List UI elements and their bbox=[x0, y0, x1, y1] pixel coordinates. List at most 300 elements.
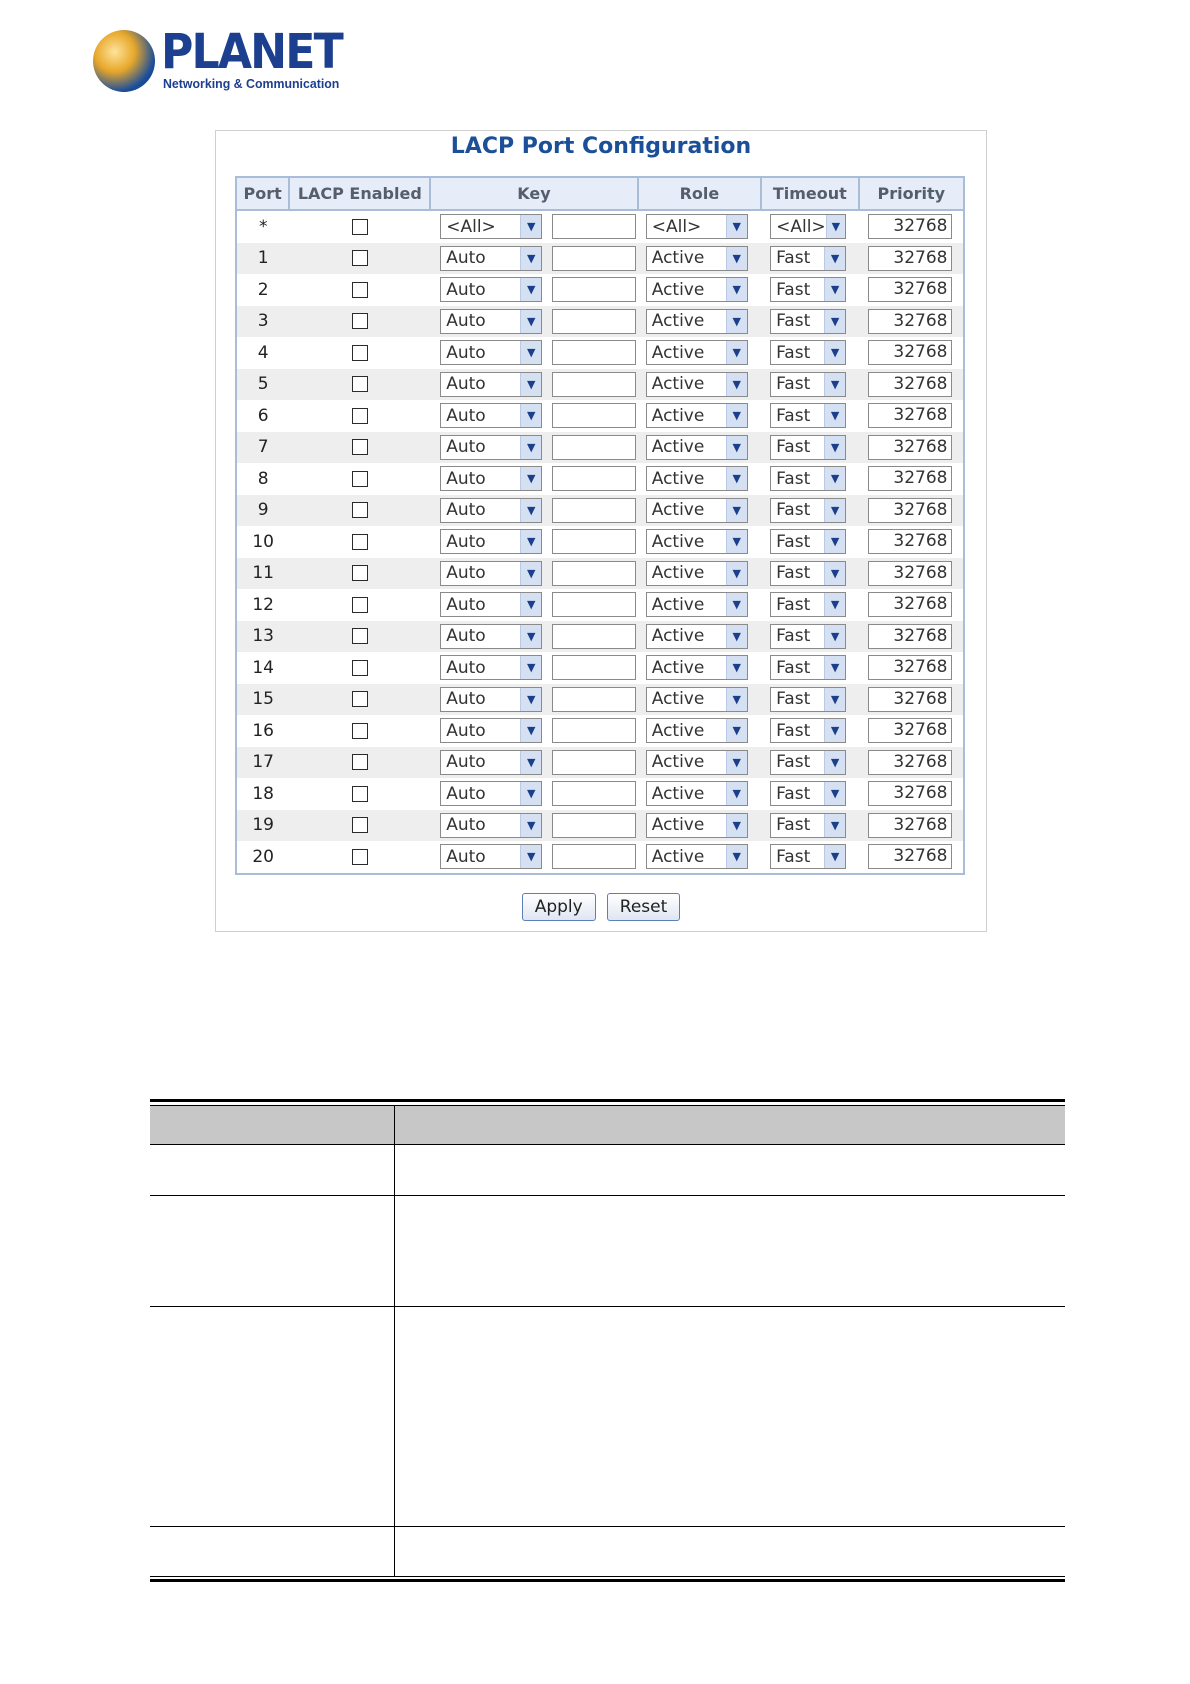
lacp-enabled-checkbox[interactable] bbox=[352, 502, 368, 518]
timeout-select[interactable] bbox=[770, 214, 846, 239]
key-select[interactable] bbox=[440, 309, 542, 334]
chevron-down-icon[interactable]: ▼ bbox=[824, 499, 845, 522]
key-select[interactable] bbox=[440, 435, 542, 460]
role-select-value: Active bbox=[651, 626, 705, 647]
key-select-value: Auto bbox=[446, 531, 486, 552]
table-header-row bbox=[236, 177, 964, 210]
timeout-select[interactable] bbox=[770, 781, 846, 806]
description-row bbox=[150, 1307, 1065, 1527]
priority-input[interactable]: 32768 bbox=[868, 781, 952, 806]
chevron-down-icon[interactable]: ▼ bbox=[824, 593, 845, 616]
timeout-select-value: Fast bbox=[776, 342, 811, 363]
key-select-value: Auto bbox=[446, 657, 486, 678]
key-input[interactable] bbox=[552, 372, 636, 397]
key-select[interactable] bbox=[440, 781, 542, 806]
key-select-value: Auto bbox=[446, 752, 486, 773]
role-select-value: <All> bbox=[651, 216, 702, 237]
timeout-select[interactable] bbox=[770, 750, 846, 775]
table-row bbox=[236, 432, 964, 464]
role-select[interactable] bbox=[646, 466, 748, 491]
role-select-value: Active bbox=[651, 563, 705, 584]
key-select-value: Auto bbox=[446, 563, 486, 584]
chevron-down-icon[interactable]: ▼ bbox=[520, 656, 541, 679]
logo-brand: PLANET bbox=[161, 24, 342, 80]
key-select[interactable] bbox=[440, 592, 542, 617]
timeout-select[interactable] bbox=[770, 529, 846, 554]
button-row bbox=[216, 893, 986, 921]
port-cell: 19 bbox=[236, 810, 289, 842]
port-cell: 13 bbox=[236, 621, 289, 653]
timeout-select[interactable] bbox=[770, 435, 846, 460]
role-select[interactable] bbox=[646, 561, 748, 586]
timeout-select-value: Fast bbox=[776, 846, 811, 867]
chevron-down-icon[interactable]: ▼ bbox=[520, 247, 541, 270]
description-header-object bbox=[150, 1106, 395, 1144]
timeout-select[interactable] bbox=[770, 277, 846, 302]
port-cell: 8 bbox=[236, 463, 289, 495]
port-cell: 16 bbox=[236, 715, 289, 747]
chevron-down-icon[interactable]: ▼ bbox=[826, 215, 845, 238]
key-select-value: Auto bbox=[446, 626, 486, 647]
timeout-select-value: Fast bbox=[776, 531, 811, 552]
globe-icon bbox=[93, 30, 155, 92]
key-select[interactable] bbox=[440, 246, 542, 271]
port-cell: 2 bbox=[236, 274, 289, 306]
port-cell: 18 bbox=[236, 778, 289, 810]
lacp-enabled-checkbox[interactable] bbox=[352, 345, 368, 361]
key-select[interactable] bbox=[440, 340, 542, 365]
timeout-select-value: Fast bbox=[776, 657, 811, 678]
key-input[interactable] bbox=[552, 498, 636, 523]
key-select[interactable] bbox=[440, 372, 542, 397]
chevron-down-icon[interactable]: ▼ bbox=[726, 215, 747, 238]
key-select[interactable] bbox=[440, 498, 542, 523]
role-select-value: Active bbox=[651, 500, 705, 521]
timeout-select-value: Fast bbox=[776, 500, 811, 521]
table-row bbox=[236, 337, 964, 369]
key-input[interactable] bbox=[552, 781, 636, 806]
role-select-value: Active bbox=[651, 657, 705, 678]
chevron-down-icon[interactable]: ▼ bbox=[824, 404, 845, 427]
role-select[interactable] bbox=[646, 813, 748, 838]
chevron-down-icon[interactable]: ▼ bbox=[824, 341, 845, 364]
chevron-down-icon[interactable]: ▼ bbox=[824, 845, 845, 868]
chevron-down-icon[interactable]: ▼ bbox=[726, 247, 747, 270]
port-cell: 15 bbox=[236, 684, 289, 716]
priority-input[interactable]: 32768 bbox=[868, 466, 952, 491]
table-row bbox=[236, 684, 964, 716]
chevron-down-icon[interactable]: ▼ bbox=[520, 215, 541, 238]
chevron-down-icon[interactable]: ▼ bbox=[726, 278, 747, 301]
chevron-down-icon[interactable]: ▼ bbox=[824, 310, 845, 333]
role-select[interactable] bbox=[646, 844, 748, 869]
port-cell: 20 bbox=[236, 841, 289, 874]
role-select[interactable] bbox=[646, 277, 748, 302]
port-cell: 17 bbox=[236, 747, 289, 779]
chevron-down-icon[interactable]: ▼ bbox=[726, 467, 747, 490]
key-select[interactable] bbox=[440, 844, 542, 869]
chevron-down-icon[interactable]: ▼ bbox=[520, 688, 541, 711]
role-select[interactable] bbox=[646, 309, 748, 334]
key-input[interactable] bbox=[552, 813, 636, 838]
key-select[interactable] bbox=[440, 813, 542, 838]
chevron-down-icon[interactable]: ▼ bbox=[726, 656, 747, 679]
port-cell: 10 bbox=[236, 526, 289, 558]
key-select-value: Auto bbox=[446, 846, 486, 867]
chevron-down-icon[interactable]: ▼ bbox=[520, 562, 541, 585]
role-select[interactable] bbox=[646, 498, 748, 523]
lacp-enabled-checkbox[interactable] bbox=[352, 313, 368, 329]
chevron-down-icon[interactable]: ▼ bbox=[520, 814, 541, 837]
chevron-down-icon[interactable]: ▼ bbox=[726, 341, 747, 364]
priority-input[interactable]: 32768 bbox=[868, 844, 952, 869]
header-priority: Priority bbox=[859, 177, 965, 210]
key-select-value: Auto bbox=[446, 783, 486, 804]
lacp-enabled-checkbox[interactable] bbox=[352, 786, 368, 802]
key-input[interactable] bbox=[552, 718, 636, 743]
key-select-value: Auto bbox=[446, 342, 486, 363]
chevron-down-icon[interactable]: ▼ bbox=[824, 656, 845, 679]
chevron-down-icon[interactable]: ▼ bbox=[824, 247, 845, 270]
port-cell: 1 bbox=[236, 243, 289, 275]
key-input[interactable] bbox=[552, 214, 636, 239]
priority-input[interactable]: 32768 bbox=[868, 435, 952, 460]
role-select[interactable] bbox=[646, 214, 748, 239]
priority-input[interactable]: 32768 bbox=[868, 309, 952, 334]
port-cell: 6 bbox=[236, 400, 289, 432]
key-input[interactable] bbox=[552, 624, 636, 649]
role-select[interactable] bbox=[646, 435, 748, 460]
role-select-value: Active bbox=[651, 752, 705, 773]
role-select[interactable] bbox=[646, 624, 748, 649]
priority-input[interactable]: 32768 bbox=[868, 340, 952, 365]
chevron-down-icon[interactable]: ▼ bbox=[824, 436, 845, 459]
chevron-down-icon[interactable]: ▼ bbox=[520, 436, 541, 459]
role-select[interactable] bbox=[646, 781, 748, 806]
lacp-enabled-checkbox[interactable] bbox=[352, 408, 368, 424]
table-row bbox=[236, 495, 964, 527]
priority-input[interactable]: 32768 bbox=[868, 246, 952, 271]
priority-input[interactable]: 32768 bbox=[868, 372, 952, 397]
key-input[interactable] bbox=[552, 592, 636, 617]
role-select-value: Active bbox=[651, 311, 705, 332]
timeout-select-value: Fast bbox=[776, 405, 811, 426]
key-select[interactable] bbox=[440, 466, 542, 491]
chevron-down-icon[interactable]: ▼ bbox=[520, 625, 541, 648]
lacp-enabled-checkbox[interactable] bbox=[352, 754, 368, 770]
table-bottom-rule bbox=[150, 1579, 1065, 1582]
timeout-select[interactable] bbox=[770, 340, 846, 365]
timeout-select-value: Fast bbox=[776, 437, 811, 458]
timeout-select[interactable] bbox=[770, 592, 846, 617]
timeout-select[interactable] bbox=[770, 687, 846, 712]
chevron-down-icon[interactable]: ▼ bbox=[726, 562, 747, 585]
role-select[interactable] bbox=[646, 592, 748, 617]
chevron-down-icon[interactable]: ▼ bbox=[726, 404, 747, 427]
timeout-select[interactable] bbox=[770, 246, 846, 271]
chevron-down-icon[interactable]: ▼ bbox=[726, 751, 747, 774]
reset-button[interactable]: Reset bbox=[607, 893, 681, 921]
chevron-down-icon[interactable]: ▼ bbox=[520, 341, 541, 364]
priority-input[interactable]: 32768 bbox=[868, 624, 952, 649]
role-select[interactable] bbox=[646, 340, 748, 365]
chevron-down-icon[interactable]: ▼ bbox=[726, 530, 747, 553]
chevron-down-icon[interactable]: ▼ bbox=[824, 278, 845, 301]
role-select[interactable] bbox=[646, 403, 748, 428]
role-select-value: Active bbox=[651, 437, 705, 458]
key-input[interactable] bbox=[552, 561, 636, 586]
role-select[interactable] bbox=[646, 655, 748, 680]
timeout-select-value: Fast bbox=[776, 689, 811, 710]
chevron-down-icon[interactable]: ▼ bbox=[824, 688, 845, 711]
role-select[interactable] bbox=[646, 529, 748, 554]
lacp-enabled-checkbox[interactable] bbox=[352, 471, 368, 487]
role-select-value: Active bbox=[651, 720, 705, 741]
timeout-select-value: Fast bbox=[776, 815, 811, 836]
lacp-enabled-checkbox[interactable] bbox=[352, 534, 368, 550]
timeout-select-value: Fast bbox=[776, 752, 811, 773]
timeout-select[interactable] bbox=[770, 466, 846, 491]
key-input[interactable] bbox=[552, 403, 636, 428]
role-select-value: Active bbox=[651, 783, 705, 804]
key-select[interactable] bbox=[440, 529, 542, 554]
lacp-enabled-checkbox[interactable] bbox=[352, 376, 368, 392]
panel-title: LACP Port Configuration bbox=[450, 134, 752, 159]
lacp-enabled-checkbox[interactable] bbox=[352, 219, 368, 235]
timeout-select[interactable] bbox=[770, 372, 846, 397]
chevron-down-icon[interactable]: ▼ bbox=[520, 373, 541, 396]
timeout-select[interactable] bbox=[770, 561, 846, 586]
chevron-down-icon[interactable]: ▼ bbox=[824, 782, 845, 805]
chevron-down-icon[interactable]: ▼ bbox=[726, 625, 747, 648]
priority-input[interactable]: 32768 bbox=[868, 529, 952, 554]
key-select-value: Auto bbox=[446, 405, 486, 426]
key-input[interactable] bbox=[552, 655, 636, 680]
priority-input[interactable]: 32768 bbox=[868, 592, 952, 617]
chevron-down-icon[interactable]: ▼ bbox=[520, 782, 541, 805]
table-row bbox=[236, 526, 964, 558]
chevron-down-icon[interactable]: ▼ bbox=[824, 530, 845, 553]
lacp-enabled-checkbox[interactable] bbox=[352, 723, 368, 739]
table-row bbox=[236, 369, 964, 401]
key-input[interactable] bbox=[552, 309, 636, 334]
timeout-select-value: Fast bbox=[776, 279, 811, 300]
key-input[interactable] bbox=[552, 466, 636, 491]
key-select[interactable] bbox=[440, 403, 542, 428]
chevron-down-icon[interactable]: ▼ bbox=[726, 310, 747, 333]
role-select-value: Active bbox=[651, 531, 705, 552]
header-lacp-enabled: LACP Enabled bbox=[289, 177, 430, 210]
timeout-select-value: Fast bbox=[776, 311, 811, 332]
role-select-value: Active bbox=[651, 468, 705, 489]
chevron-down-icon[interactable]: ▼ bbox=[824, 373, 845, 396]
timeout-select-value: Fast bbox=[776, 248, 811, 269]
port-cell: 12 bbox=[236, 589, 289, 621]
priority-input[interactable]: 32768 bbox=[868, 403, 952, 428]
chevron-down-icon[interactable]: ▼ bbox=[520, 467, 541, 490]
chevron-down-icon[interactable]: ▼ bbox=[726, 688, 747, 711]
key-select[interactable] bbox=[440, 214, 542, 239]
key-select[interactable] bbox=[440, 624, 542, 649]
key-select-value: Auto bbox=[446, 437, 486, 458]
table-row bbox=[236, 715, 964, 747]
lacp-enabled-checkbox[interactable] bbox=[352, 849, 368, 865]
timeout-select[interactable] bbox=[770, 624, 846, 649]
key-select-value: Auto bbox=[446, 720, 486, 741]
header-key: Key bbox=[430, 177, 638, 210]
description-table bbox=[150, 1099, 1065, 1582]
chevron-down-icon[interactable]: ▼ bbox=[726, 499, 747, 522]
lacp-enabled-checkbox[interactable] bbox=[352, 660, 368, 676]
lacp-enabled-checkbox[interactable] bbox=[352, 628, 368, 644]
key-input[interactable] bbox=[552, 750, 636, 775]
header-timeout: Timeout bbox=[761, 177, 858, 210]
role-select-value: Active bbox=[651, 846, 705, 867]
table-bottom-rule bbox=[150, 1576, 1065, 1577]
key-select[interactable] bbox=[440, 718, 542, 743]
key-input[interactable] bbox=[552, 844, 636, 869]
timeout-select[interactable] bbox=[770, 718, 846, 743]
key-input[interactable] bbox=[552, 435, 636, 460]
timeout-select[interactable] bbox=[770, 309, 846, 334]
key-select[interactable] bbox=[440, 561, 542, 586]
key-input[interactable] bbox=[552, 246, 636, 271]
table-row bbox=[236, 589, 964, 621]
role-select-value: Active bbox=[651, 248, 705, 269]
timeout-select[interactable] bbox=[770, 498, 846, 523]
chevron-down-icon[interactable]: ▼ bbox=[726, 436, 747, 459]
key-select-value: Auto bbox=[446, 311, 486, 332]
chevron-down-icon[interactable]: ▼ bbox=[824, 814, 845, 837]
role-select[interactable] bbox=[646, 718, 748, 743]
table-row bbox=[236, 274, 964, 306]
chevron-down-icon[interactable]: ▼ bbox=[726, 719, 747, 742]
role-select[interactable] bbox=[646, 750, 748, 775]
chevron-down-icon[interactable]: ▼ bbox=[520, 310, 541, 333]
chevron-down-icon[interactable]: ▼ bbox=[520, 278, 541, 301]
table-row bbox=[236, 243, 964, 275]
role-select-value: Active bbox=[651, 405, 705, 426]
role-select[interactable] bbox=[646, 246, 748, 271]
priority-input[interactable]: 32768 bbox=[868, 687, 952, 712]
key-input[interactable] bbox=[552, 277, 636, 302]
port-cell: 4 bbox=[236, 337, 289, 369]
header-port: Port bbox=[236, 177, 289, 210]
chevron-down-icon[interactable]: ▼ bbox=[520, 719, 541, 742]
priority-input[interactable]: 32768 bbox=[868, 813, 952, 838]
description-header-row bbox=[150, 1106, 1065, 1145]
timeout-select-value: Fast bbox=[776, 374, 811, 395]
port-cell: 5 bbox=[236, 369, 289, 401]
chevron-down-icon[interactable]: ▼ bbox=[726, 373, 747, 396]
chevron-down-icon[interactable]: ▼ bbox=[520, 593, 541, 616]
lacp-enabled-checkbox[interactable] bbox=[352, 817, 368, 833]
port-cell: * bbox=[236, 210, 289, 243]
chevron-down-icon[interactable]: ▼ bbox=[824, 719, 845, 742]
chevron-down-icon[interactable]: ▼ bbox=[726, 782, 747, 805]
priority-input[interactable]: 32768 bbox=[868, 214, 952, 239]
chevron-down-icon[interactable]: ▼ bbox=[824, 467, 845, 490]
timeout-select-value: <All> bbox=[776, 216, 826, 237]
role-select-value: Active bbox=[651, 815, 705, 836]
key-select[interactable] bbox=[440, 750, 542, 775]
key-input[interactable] bbox=[552, 687, 636, 712]
chevron-down-icon[interactable]: ▼ bbox=[726, 814, 747, 837]
key-select-value: Auto bbox=[446, 500, 486, 521]
key-input[interactable] bbox=[552, 529, 636, 554]
timeout-select-value: Fast bbox=[776, 783, 811, 804]
key-select-value: Auto bbox=[446, 374, 486, 395]
chevron-down-icon[interactable]: ▼ bbox=[824, 751, 845, 774]
priority-input[interactable]: 32768 bbox=[868, 655, 952, 680]
priority-input[interactable]: 32768 bbox=[868, 498, 952, 523]
apply-button[interactable]: Apply bbox=[522, 893, 596, 921]
priority-input[interactable]: 32768 bbox=[868, 277, 952, 302]
description-row bbox=[150, 1527, 1065, 1576]
key-input[interactable] bbox=[552, 340, 636, 365]
timeout-select-value: Fast bbox=[776, 594, 811, 615]
table-row bbox=[236, 400, 964, 432]
lacp-enabled-checkbox[interactable] bbox=[352, 691, 368, 707]
lacp-enabled-checkbox[interactable] bbox=[352, 282, 368, 298]
role-select[interactable] bbox=[646, 687, 748, 712]
priority-input[interactable]: 32768 bbox=[868, 718, 952, 743]
chevron-down-icon[interactable]: ▼ bbox=[520, 499, 541, 522]
lacp-enabled-checkbox[interactable] bbox=[352, 597, 368, 613]
chevron-down-icon[interactable]: ▼ bbox=[726, 593, 747, 616]
priority-input[interactable]: 32768 bbox=[868, 750, 952, 775]
key-select-value: Auto bbox=[446, 689, 486, 710]
planet-logo bbox=[93, 26, 353, 96]
key-select[interactable] bbox=[440, 277, 542, 302]
timeout-select[interactable] bbox=[770, 655, 846, 680]
key-select-value: Auto bbox=[446, 815, 486, 836]
key-select-value: Auto bbox=[446, 594, 486, 615]
table-row bbox=[236, 558, 964, 590]
chevron-down-icon[interactable]: ▼ bbox=[824, 562, 845, 585]
lacp-enabled-checkbox[interactable] bbox=[352, 439, 368, 455]
key-select-value: <All> bbox=[446, 216, 496, 237]
chevron-down-icon[interactable]: ▼ bbox=[824, 625, 845, 648]
timeout-select-value: Fast bbox=[776, 563, 811, 584]
header-role: Role bbox=[638, 177, 761, 210]
port-cell: 3 bbox=[236, 306, 289, 338]
key-select-value: Auto bbox=[446, 468, 486, 489]
table-row bbox=[236, 652, 964, 684]
description-row bbox=[150, 1145, 1065, 1196]
role-select-value: Active bbox=[651, 594, 705, 615]
key-select[interactable] bbox=[440, 687, 542, 712]
lacp-enabled-checkbox[interactable] bbox=[352, 250, 368, 266]
chevron-down-icon[interactable]: ▼ bbox=[520, 530, 541, 553]
chevron-down-icon[interactable]: ▼ bbox=[726, 845, 747, 868]
table-row bbox=[236, 778, 964, 810]
key-select[interactable] bbox=[440, 655, 542, 680]
port-cell: 11 bbox=[236, 558, 289, 590]
table-row-all bbox=[236, 210, 964, 243]
role-select[interactable] bbox=[646, 372, 748, 397]
priority-input[interactable]: 32768 bbox=[868, 561, 952, 586]
timeout-select[interactable] bbox=[770, 844, 846, 869]
lacp-enabled-checkbox[interactable] bbox=[352, 565, 368, 581]
timeout-select[interactable] bbox=[770, 813, 846, 838]
chevron-down-icon[interactable]: ▼ bbox=[520, 404, 541, 427]
chevron-down-icon[interactable]: ▼ bbox=[520, 845, 541, 868]
role-select-value: Active bbox=[651, 374, 705, 395]
timeout-select[interactable] bbox=[770, 403, 846, 428]
table-row bbox=[236, 747, 964, 779]
chevron-down-icon[interactable]: ▼ bbox=[520, 751, 541, 774]
